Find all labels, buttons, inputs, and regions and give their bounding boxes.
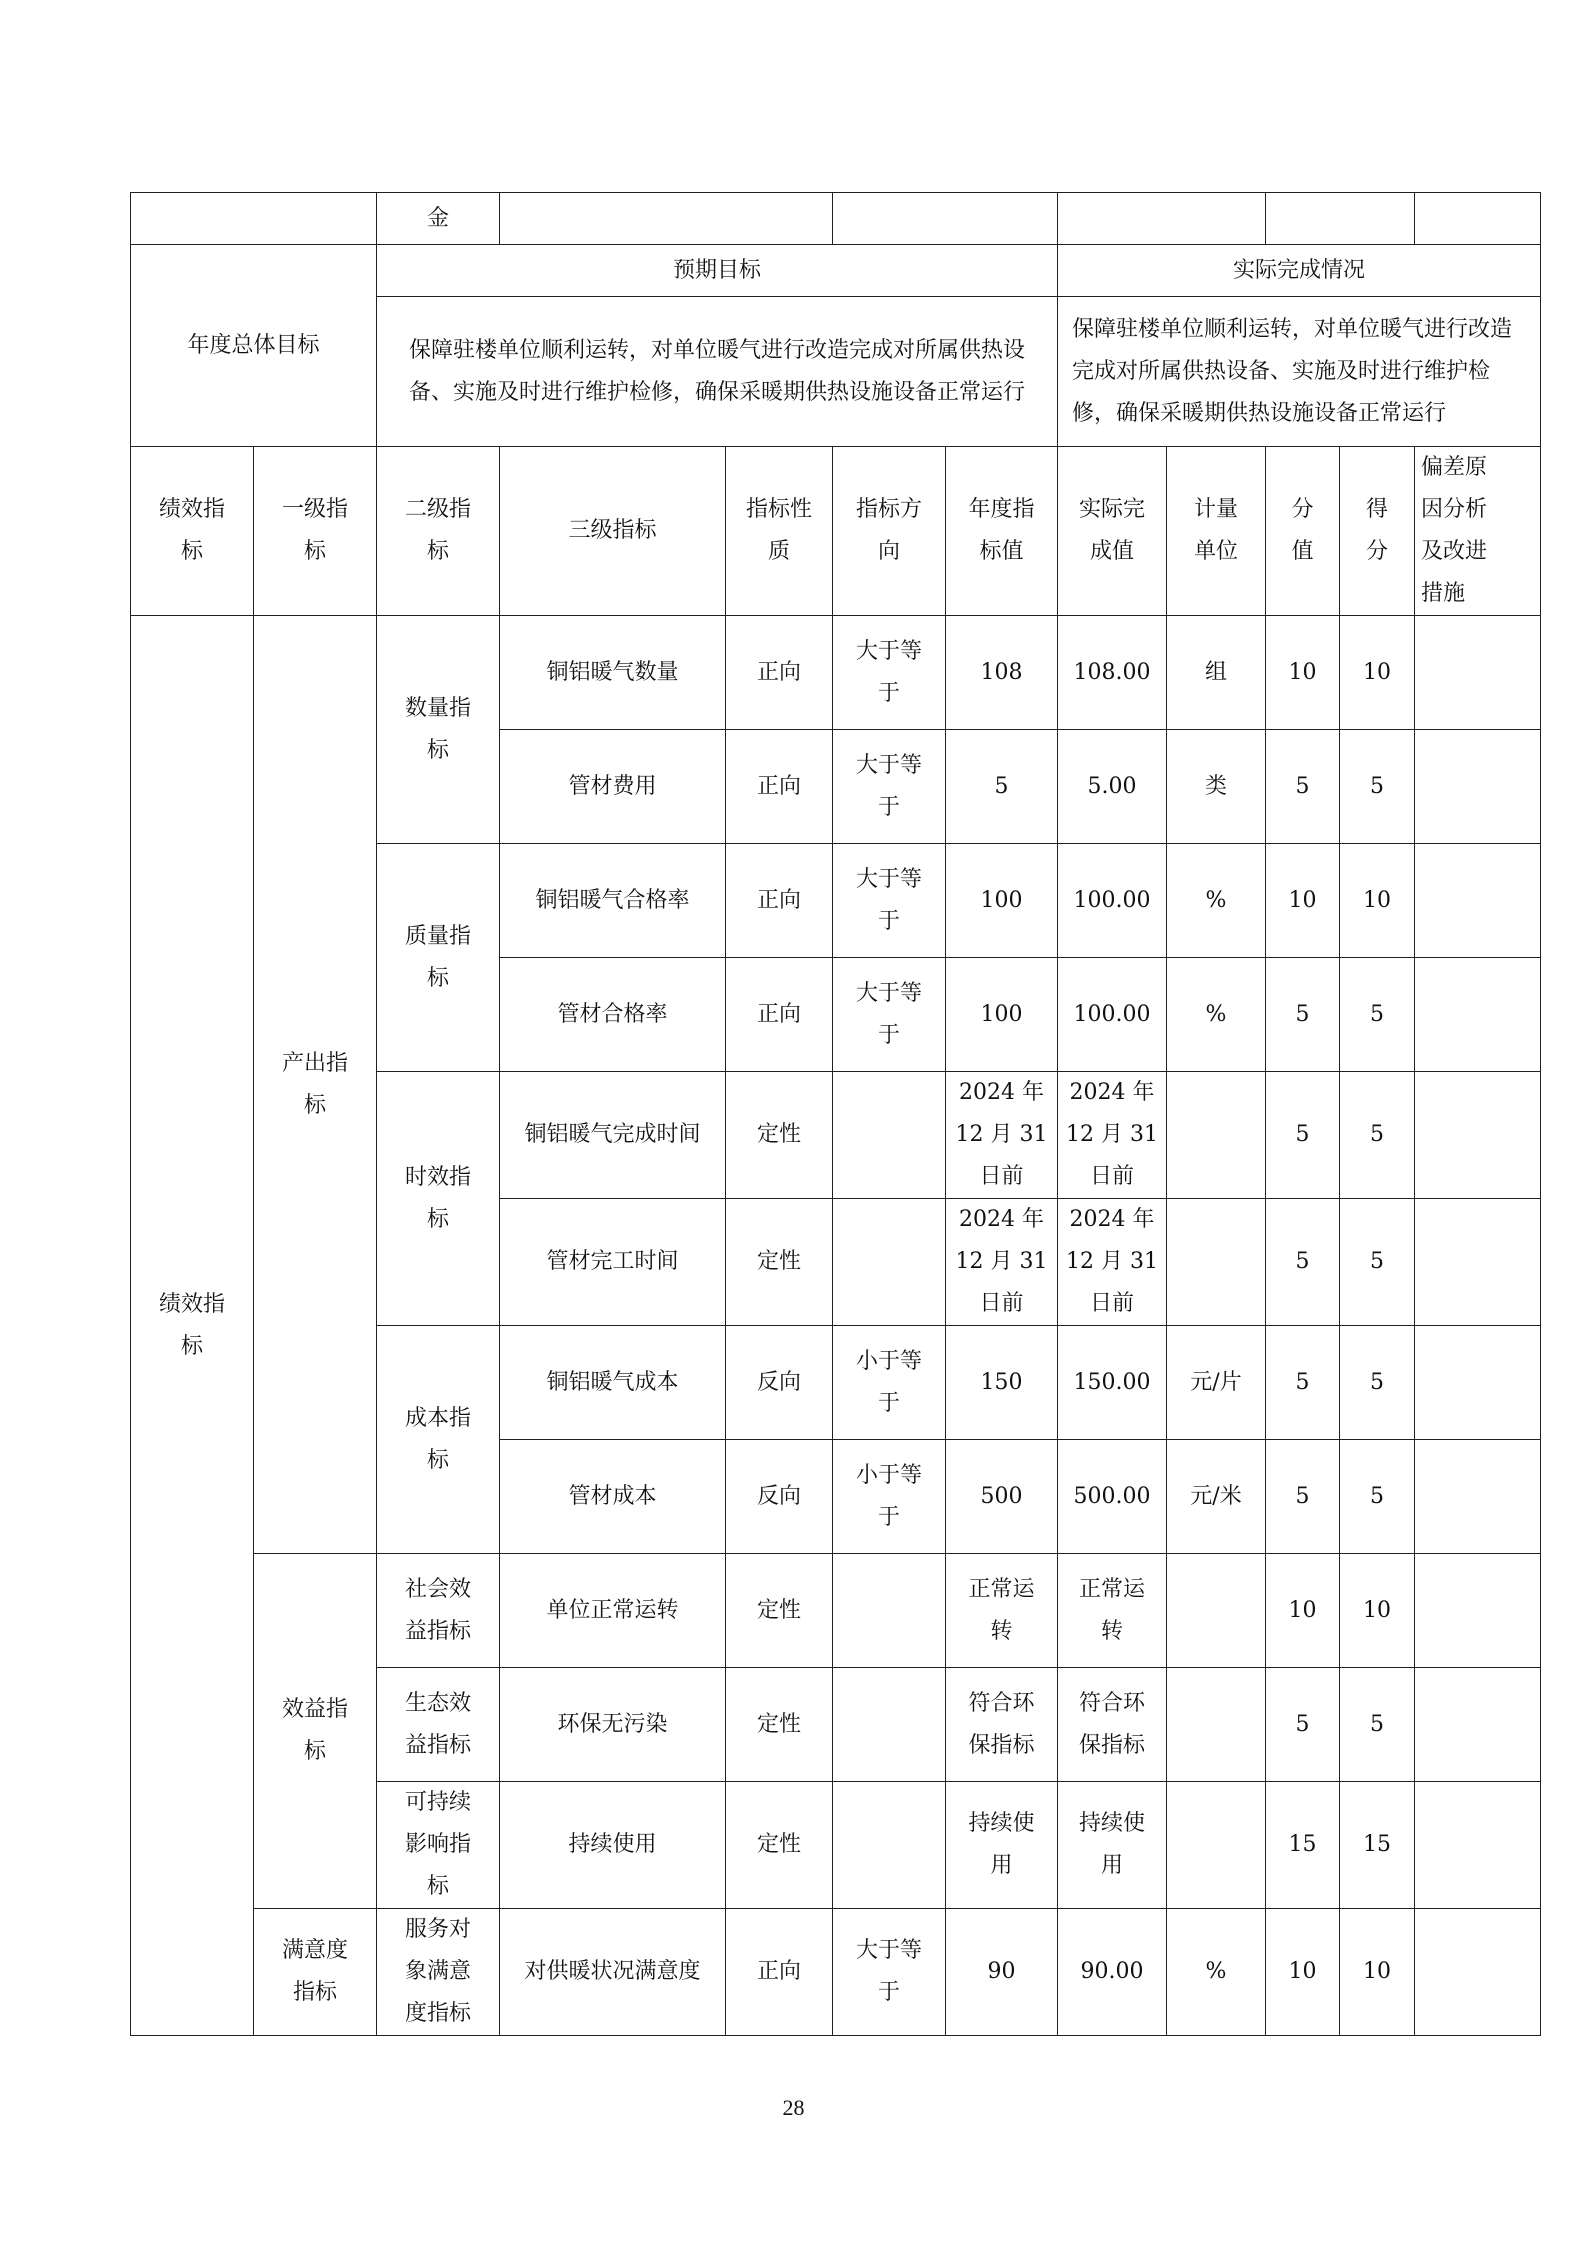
cost-indicator-group: 成本指 标 <box>377 1326 500 1554</box>
indicator-nature: 正向 <box>726 616 833 730</box>
actual-goal-header: 实际完成情况 <box>1058 245 1541 297</box>
score: 10 <box>1266 1554 1340 1668</box>
output-indicator-group: 产出指 标 <box>254 616 377 1554</box>
overall-goal-label: 年度总体目标 <box>131 245 377 447</box>
page-number: 28 <box>782 2095 805 2120</box>
actual-value: 100.00 <box>1058 844 1167 958</box>
timeliness-indicator-group: 时效指 标 <box>377 1072 500 1326</box>
column-header-row <box>131 447 1541 616</box>
indicator-name: 管材合格率 <box>500 958 726 1072</box>
satisfaction-indicator-group: 满意度 指标 <box>254 1909 377 2036</box>
got-score: 5 <box>1340 1072 1415 1199</box>
unit: % <box>1167 1909 1266 2036</box>
indicator-direction <box>833 1668 946 1782</box>
level2-indicator: 服务对 象满意 度指标 <box>377 1909 500 2036</box>
indicator-name: 铜铝暖气完成时间 <box>500 1072 726 1199</box>
unit <box>1167 1782 1266 1909</box>
deviation-note <box>1415 1326 1541 1440</box>
indicator-direction <box>833 1199 946 1326</box>
got-score: 5 <box>1340 1440 1415 1554</box>
indicator-nature: 定性 <box>726 1782 833 1909</box>
annual-target: 5 <box>946 730 1058 844</box>
unit <box>1167 1668 1266 1782</box>
deviation-note <box>1415 1072 1541 1199</box>
indicator-direction <box>833 1072 946 1199</box>
score: 5 <box>1266 958 1340 1072</box>
score: 5 <box>1266 730 1340 844</box>
got-score: 5 <box>1340 1326 1415 1440</box>
score: 15 <box>1266 1782 1340 1909</box>
deviation-note <box>1415 1668 1541 1782</box>
table-row <box>131 616 1541 730</box>
header-level1: 一级指 标 <box>254 447 377 616</box>
deviation-note <box>1415 1440 1541 1554</box>
got-score: 10 <box>1340 1909 1415 2036</box>
unit <box>1167 1554 1266 1668</box>
top-partial-row <box>131 193 1541 245</box>
actual-value: 108.00 <box>1058 616 1167 730</box>
quantity-indicator-group: 数量指 标 <box>377 616 500 844</box>
got-score: 15 <box>1340 1782 1415 1909</box>
annual-target: 2024 年 12 月 31 日前 <box>946 1199 1058 1326</box>
indicator-nature: 定性 <box>726 1668 833 1782</box>
header-level3: 三级指标 <box>500 447 726 616</box>
header-score: 分 值 <box>1266 447 1340 616</box>
header-level2: 二级指 标 <box>377 447 500 616</box>
indicator-nature: 正向 <box>726 958 833 1072</box>
got-score: 10 <box>1340 844 1415 958</box>
annual-target: 持续使 用 <box>946 1782 1058 1909</box>
got-score: 5 <box>1340 1668 1415 1782</box>
score: 5 <box>1266 1199 1340 1326</box>
indicator-nature: 正向 <box>726 730 833 844</box>
indicator-direction <box>833 1554 946 1668</box>
annual-target: 500 <box>946 1440 1058 1554</box>
expected-goal-header: 预期目标 <box>377 245 1058 297</box>
indicator-direction <box>833 1782 946 1909</box>
indicator-nature: 正向 <box>726 1909 833 2036</box>
unit <box>1167 1072 1266 1199</box>
annual-target: 108 <box>946 616 1058 730</box>
got-score: 10 <box>1340 1554 1415 1668</box>
indicator-direction: 大于等 于 <box>833 616 946 730</box>
annual-target: 100 <box>946 958 1058 1072</box>
actual-value: 2024 年 12 月 31 日前 <box>1058 1072 1167 1199</box>
score: 10 <box>1266 1909 1340 2036</box>
header-annual-target: 年度指 标值 <box>946 447 1058 616</box>
level2-indicator: 可持续 影响指 标 <box>377 1782 500 1909</box>
deviation-note <box>1415 1554 1541 1668</box>
benefit-indicator-group: 效益指 标 <box>254 1554 377 1909</box>
performance-table <box>130 192 1541 2036</box>
actual-value: 100.00 <box>1058 958 1167 1072</box>
level2-indicator: 生态效 益指标 <box>377 1668 500 1782</box>
header-unit: 计量 单位 <box>1167 447 1266 616</box>
indicator-name: 管材成本 <box>500 1440 726 1554</box>
empty-cell <box>833 193 1058 245</box>
deviation-note <box>1415 844 1541 958</box>
unit: 元/片 <box>1167 1326 1266 1440</box>
unit: % <box>1167 958 1266 1072</box>
score: 5 <box>1266 1072 1340 1199</box>
actual-value: 5.00 <box>1058 730 1167 844</box>
empty-cell <box>1415 193 1541 245</box>
actual-value: 正常运 转 <box>1058 1554 1167 1668</box>
deviation-note <box>1415 958 1541 1072</box>
annual-target: 100 <box>946 844 1058 958</box>
indicator-nature: 正向 <box>726 844 833 958</box>
actual-value: 500.00 <box>1058 1440 1167 1554</box>
top-row-cell: 金 <box>377 193 500 245</box>
expected-goal-text: 保障驻楼单位顺利运转，对单位暖气进行改造完成对所属供热设备、实施及时进行维护检修，确保采暖期供热设施设备正常运行 <box>377 297 1058 447</box>
got-score: 5 <box>1340 958 1415 1072</box>
indicator-nature: 反向 <box>726 1440 833 1554</box>
score: 5 <box>1266 1326 1340 1440</box>
goal-header-row <box>131 245 1541 297</box>
unit: 类 <box>1167 730 1266 844</box>
indicator-direction: 大于等 于 <box>833 730 946 844</box>
indicator-name: 对供暖状况满意度 <box>500 1909 726 2036</box>
unit: % <box>1167 844 1266 958</box>
empty-cell <box>1058 193 1266 245</box>
score: 5 <box>1266 1440 1340 1554</box>
perf-indicator-group: 绩效指 标 <box>131 616 254 2036</box>
indicator-name: 铜铝暖气成本 <box>500 1326 726 1440</box>
indicator-nature: 定性 <box>726 1199 833 1326</box>
indicator-name: 持续使用 <box>500 1782 726 1909</box>
deviation-note <box>1415 1199 1541 1326</box>
deviation-note <box>1415 730 1541 844</box>
actual-value: 持续使 用 <box>1058 1782 1167 1909</box>
score: 5 <box>1266 1668 1340 1782</box>
annual-target: 符合环 保指标 <box>946 1668 1058 1782</box>
score: 10 <box>1266 616 1340 730</box>
deviation-note <box>1415 616 1541 730</box>
header-nature: 指标性 质 <box>726 447 833 616</box>
header-actual-value: 实际完 成值 <box>1058 447 1167 616</box>
indicator-nature: 反向 <box>726 1326 833 1440</box>
got-score: 5 <box>1340 1199 1415 1326</box>
indicator-name: 铜铝暖气数量 <box>500 616 726 730</box>
quality-indicator-group: 质量指 标 <box>377 844 500 1072</box>
got-score: 10 <box>1340 616 1415 730</box>
indicator-name: 单位正常运转 <box>500 1554 726 1668</box>
unit: 元/米 <box>1167 1440 1266 1554</box>
empty-cell <box>1266 193 1415 245</box>
indicator-nature: 定性 <box>726 1554 833 1668</box>
actual-value: 90.00 <box>1058 1909 1167 2036</box>
annual-target: 90 <box>946 1909 1058 2036</box>
indicator-direction: 大于等 于 <box>833 1909 946 2036</box>
indicator-name: 管材完工时间 <box>500 1199 726 1326</box>
indicator-name: 铜铝暖气合格率 <box>500 844 726 958</box>
header-direction: 指标方 向 <box>833 447 946 616</box>
actual-value: 符合环 保指标 <box>1058 1668 1167 1782</box>
indicator-direction: 大于等 于 <box>833 844 946 958</box>
annual-target: 正常运 转 <box>946 1554 1058 1668</box>
actual-value: 150.00 <box>1058 1326 1167 1440</box>
indicator-direction: 小于等 于 <box>833 1326 946 1440</box>
header-got-score: 得 分 <box>1340 447 1415 616</box>
unit: 组 <box>1167 616 1266 730</box>
table-row <box>131 1554 1541 1668</box>
deviation-note <box>1415 1782 1541 1909</box>
indicator-direction: 小于等 于 <box>833 1440 946 1554</box>
header-deviation-analysis: 偏差原 因分析 及改进 措施 <box>1415 447 1541 616</box>
got-score: 5 <box>1340 730 1415 844</box>
indicator-name: 环保无污染 <box>500 1668 726 1782</box>
header-perf-indicator: 绩效指 标 <box>131 447 254 616</box>
deviation-note <box>1415 1909 1541 2036</box>
indicator-name: 管材费用 <box>500 730 726 844</box>
actual-goal-text: 保障驻楼单位顺利运转，对单位暖气进行改造完成对所属供热设备、实施及时进行维护检修，确保采暖期供热设施设备正常运行 <box>1058 297 1541 447</box>
actual-value: 2024 年 12 月 31 日前 <box>1058 1199 1167 1326</box>
annual-target: 2024 年 12 月 31 日前 <box>946 1072 1058 1199</box>
indicator-nature: 定性 <box>726 1072 833 1199</box>
empty-cell <box>500 193 833 245</box>
level2-indicator: 社会效 益指标 <box>377 1554 500 1668</box>
empty-cell <box>131 193 377 245</box>
unit <box>1167 1199 1266 1326</box>
score: 10 <box>1266 844 1340 958</box>
indicator-direction: 大于等 于 <box>833 958 946 1072</box>
table-row <box>131 1909 1541 2036</box>
annual-target: 150 <box>946 1326 1058 1440</box>
